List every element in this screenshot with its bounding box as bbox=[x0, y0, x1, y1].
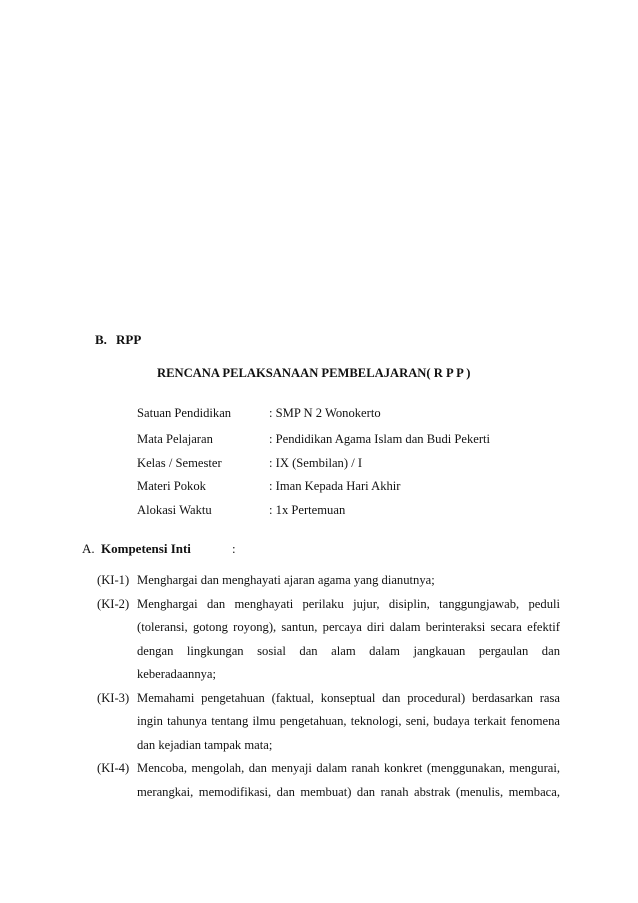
ki-line: Mencoba, mengolah, dan menyaji dalam ranah konkret (menggunakan, mengurai, bbox=[137, 761, 560, 775]
info-row-kelas bbox=[137, 456, 557, 474]
info-value: : 1x Pertemuan bbox=[269, 503, 346, 517]
ki-code: (KI-3) bbox=[97, 691, 130, 705]
info-row-satuan bbox=[137, 406, 557, 424]
ki-code: (KI-4) bbox=[97, 761, 130, 775]
ki-line: Memahami pengetahuan (faktual, konseptual dan procedural) berdasarkan rasa bbox=[137, 691, 560, 705]
section-a-colon: : bbox=[232, 541, 236, 556]
ki-code: (KI-1) bbox=[97, 573, 130, 587]
info-row-materi bbox=[137, 479, 557, 497]
info-row-mapel bbox=[137, 432, 557, 450]
ki-line: keberadaannya; bbox=[137, 667, 217, 681]
section-a-letter: A. bbox=[82, 541, 95, 556]
ki-line: ingin tahunya tentang ilmu pengetahuan, teknologi, seni, budaya terkait fenomena bbox=[137, 714, 560, 728]
info-label: Materi Pokok bbox=[137, 479, 206, 493]
info-value: : SMP N 2 Wonokerto bbox=[269, 406, 381, 420]
info-row-alokasi bbox=[137, 503, 557, 521]
ki-line: Menghargai dan menghayati ajaran agama yang dianutnya; bbox=[137, 573, 435, 587]
info-value: : IX (Sembilan) / I bbox=[269, 456, 363, 470]
info-label: Mata Pelajaran bbox=[137, 432, 213, 446]
ki-line: merangkai, memodifikasi, dan membuat) dan ranah abstrak (menulis, membaca, bbox=[137, 785, 560, 799]
section-a-heading bbox=[82, 541, 236, 557]
ki-line: dengan lingkungan sosial dan alam dalam jangkauan pergaulan dan bbox=[137, 644, 560, 658]
info-label: Kelas / Semester bbox=[137, 456, 222, 470]
info-value: : Pendidikan Agama Islam dan Budi Pekerti bbox=[269, 432, 491, 446]
ki-line: (toleransi, gotong royong), santun, percaya diri dalam berinteraksi secara efektif bbox=[137, 620, 560, 634]
section-b-title: RPP bbox=[116, 332, 142, 347]
section-b-letter: B. bbox=[95, 332, 107, 347]
info-label: Satuan Pendidikan bbox=[137, 406, 232, 420]
section-a-title: Kompetensi Inti bbox=[101, 541, 191, 556]
ki-line: Menghargai dan menghayati perilaku jujur, disiplin, tanggungjawab, peduli bbox=[137, 597, 560, 611]
info-value: : Iman Kepada Hari Akhir bbox=[269, 479, 401, 493]
page-title: RENCANA PELAKSANAAN PEMBELAJARAN( R P P ) bbox=[157, 366, 471, 380]
info-label: Alokasi Waktu bbox=[137, 503, 212, 517]
ki-code: (KI-2) bbox=[97, 597, 130, 611]
section-b-heading bbox=[95, 332, 141, 348]
ki-line: dan kejadian tampak mata; bbox=[137, 738, 273, 752]
